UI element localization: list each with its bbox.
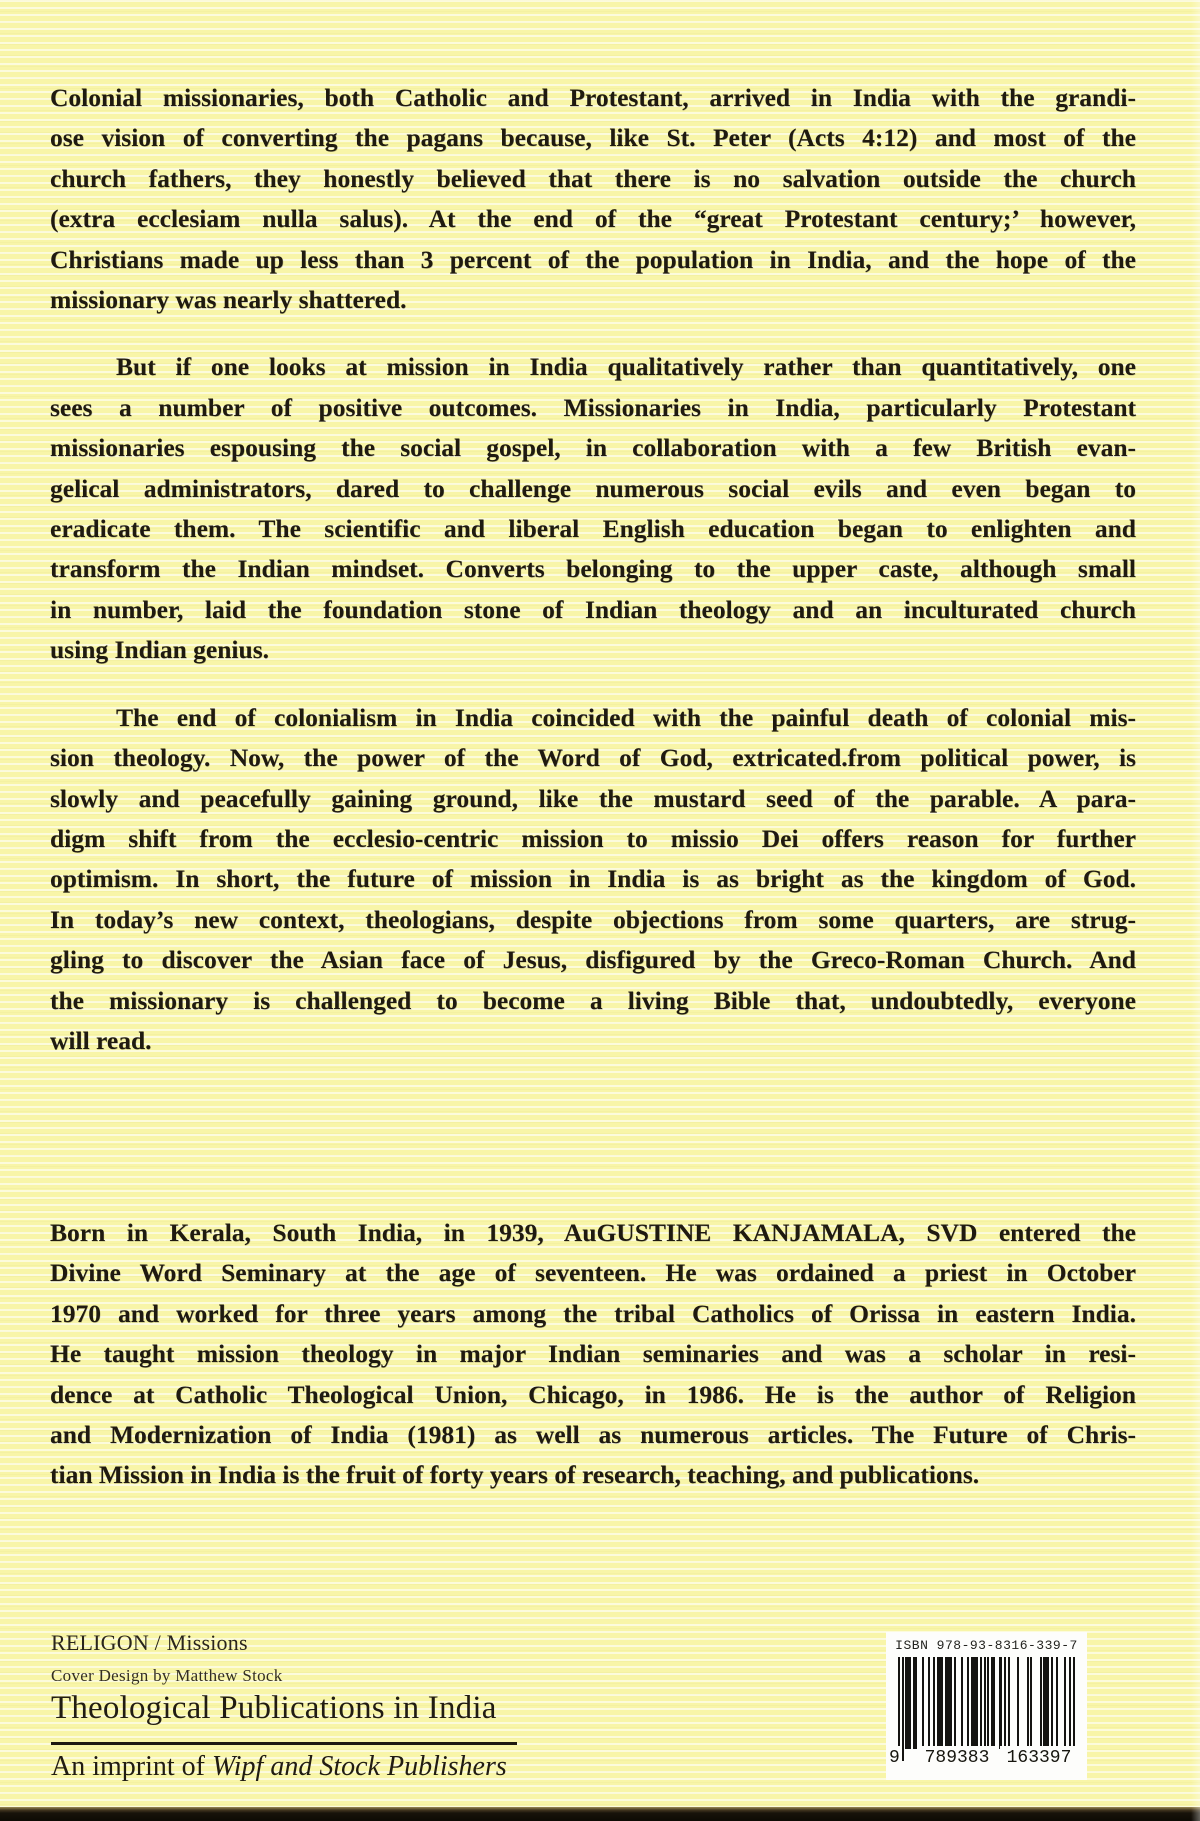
text-line: Born in Kerala, South India, in 1939, AuGUSTINE KANJAMALA, SVD entered the [50, 1218, 1136, 1247]
barcode-bar [1000, 1657, 1002, 1749]
ean-digits [886, 1746, 1087, 1772]
barcode-bar [1040, 1657, 1042, 1749]
isbn-barcode-box [886, 1632, 1087, 1780]
text-line: ose vision of converting the pagans because, like St. Peter (Acts 4:12) and most of the [50, 123, 1136, 153]
text-line: sees a number of positive outcomes. Missionaries in India, particularly Protestant [50, 392, 1136, 422]
barcode-bar [976, 1657, 978, 1749]
barcode-bar [961, 1657, 963, 1749]
blurb-paragraph-1 [50, 78, 1136, 320]
blurb-paragraph-2 [50, 347, 1136, 670]
barcode-bar [967, 1657, 969, 1749]
text-line: transform the Indian mindset. Converts belonging to the upper caste, although small [50, 554, 1136, 584]
text-line: He taught mission theology in major Indian seminaries and was a scholar in resi- [50, 1339, 1136, 1369]
text-line: tian Mission in India is the fruit of forty years of research, teaching, and publications. [50, 1460, 980, 1490]
barcode-bar [1064, 1657, 1066, 1749]
publisher-name: Theological Publications in India [51, 1690, 497, 1726]
ean-digit-group2: 163397 [1000, 1746, 1078, 1770]
barcode-bar [980, 1657, 982, 1749]
barcode-bar [993, 1657, 995, 1749]
category-label: RELIGON / Missions [51, 1630, 248, 1655]
barcode-bar [928, 1657, 930, 1749]
barcode-bar [1030, 1657, 1032, 1749]
barcode-bar [1056, 1657, 1058, 1749]
text-line: the missionary is challenged to become a living Bible that, undoubtedly, everyone [50, 985, 1136, 1015]
barcode-bar [1008, 1657, 1010, 1749]
isbn-label: ISBN 978-93-8316-339-7 [895, 1638, 1078, 1653]
ean-digit-group1: 789383 [918, 1746, 996, 1770]
imprint-prefix: An imprint of [51, 1751, 212, 1782]
text-line: Colonial missionaries, both Catholic and Protestant, arrived in India with the grandi- [50, 83, 1136, 112]
author-bio [50, 1213, 1136, 1496]
paper-edge-highlight [1191, 0, 1200, 1821]
barcode-bar [933, 1657, 935, 1749]
text-line: dence at Catholic Theological Union, Chicago, in 1986. He is the author of Religion [50, 1379, 1136, 1409]
text-line: gelical administrators, dared to challenge numerous social evils and even began to [50, 473, 1136, 503]
text-line: (extra ecclesiam nulla salus). At the end of the “great Protestant century;’ however, [50, 204, 1136, 234]
publisher-rule [51, 1742, 517, 1745]
text-line: 1970 and worked for three years among the tribal Catholics of Orissa in eastern India. [50, 1298, 1136, 1328]
text-line: Christians made up less than 3 percent of the population in India, and the hope of the [50, 244, 1136, 274]
blurb [50, 78, 1136, 1061]
barcode-bar [1027, 1657, 1029, 1749]
blurb-paragraph-3 [50, 698, 1136, 1062]
text-line: and Modernization of India (1981) as well as numerous articles. The Future of Chris- [50, 1420, 1136, 1450]
barcode-bar [954, 1657, 956, 1749]
text-line: slowly and peacefully gaining ground, like the mustard seed of the parable. A para- [50, 783, 1136, 813]
barcode-bar [915, 1657, 917, 1749]
barcode-bar [909, 1657, 911, 1749]
barcode-bar [941, 1657, 943, 1749]
text-line: Divine Word Seminary at the age of seventeen. He was ordained a priest in October [50, 1258, 1136, 1288]
imprint-publisher: Wipf and Stock Publishers [212, 1751, 507, 1782]
text-line: digm shift from the ecclesio-centric mission to missio Dei offers reason for further [50, 823, 1136, 853]
text-line: optimism. In short, the future of mission in India is as bright as the kingdom of God. [50, 864, 1136, 894]
barcode-bar [1017, 1657, 1019, 1749]
ean-digit-first: 9 [889, 1748, 900, 1768]
text-line: using Indian genius. [50, 635, 269, 665]
cover-design-credit: Cover Design by Matthew Stock [51, 1666, 283, 1685]
text-line: The end of colonialism in India coincided with the painful death of colonial mis- [116, 702, 1136, 732]
barcode-bar [922, 1657, 924, 1749]
text-line: eradicate them. The scientific and liberal English education began to enlighten and [50, 514, 1136, 544]
text-line: sion theology. Now, the power of the Word of God, extricated.from political power, is [50, 743, 1136, 773]
text-line: gling to discover the Asian face of Jesus, disfigured by the Greco-Roman Church. And [50, 945, 1136, 975]
text-line: in number, laid the foundation stone of Indian theology and an inculturated church [50, 594, 1136, 624]
barcode-bar [1051, 1657, 1053, 1749]
text-line: church fathers, they honestly believed that there is no salvation outside the church [50, 163, 1136, 193]
text-line: missionaries espousing the social gospel, in collaboration with a few British evan- [50, 433, 1136, 463]
text-line: But if one looks at mission in India qualitatively rather than quantitatively, one [116, 352, 1136, 382]
text-line: missionary was nearly shattered. [50, 285, 407, 315]
barcode-bar [1047, 1657, 1049, 1749]
barcode-bar [950, 1657, 952, 1749]
text-line: will read. [50, 1025, 152, 1055]
barcode-bar [1004, 1657, 1006, 1749]
text-line: In today’s new context, theologians, despite objections from some quarters, are strug- [50, 904, 1136, 934]
bottom-board-edge [0, 1807, 1200, 1821]
imprint-line [51, 1751, 507, 1783]
